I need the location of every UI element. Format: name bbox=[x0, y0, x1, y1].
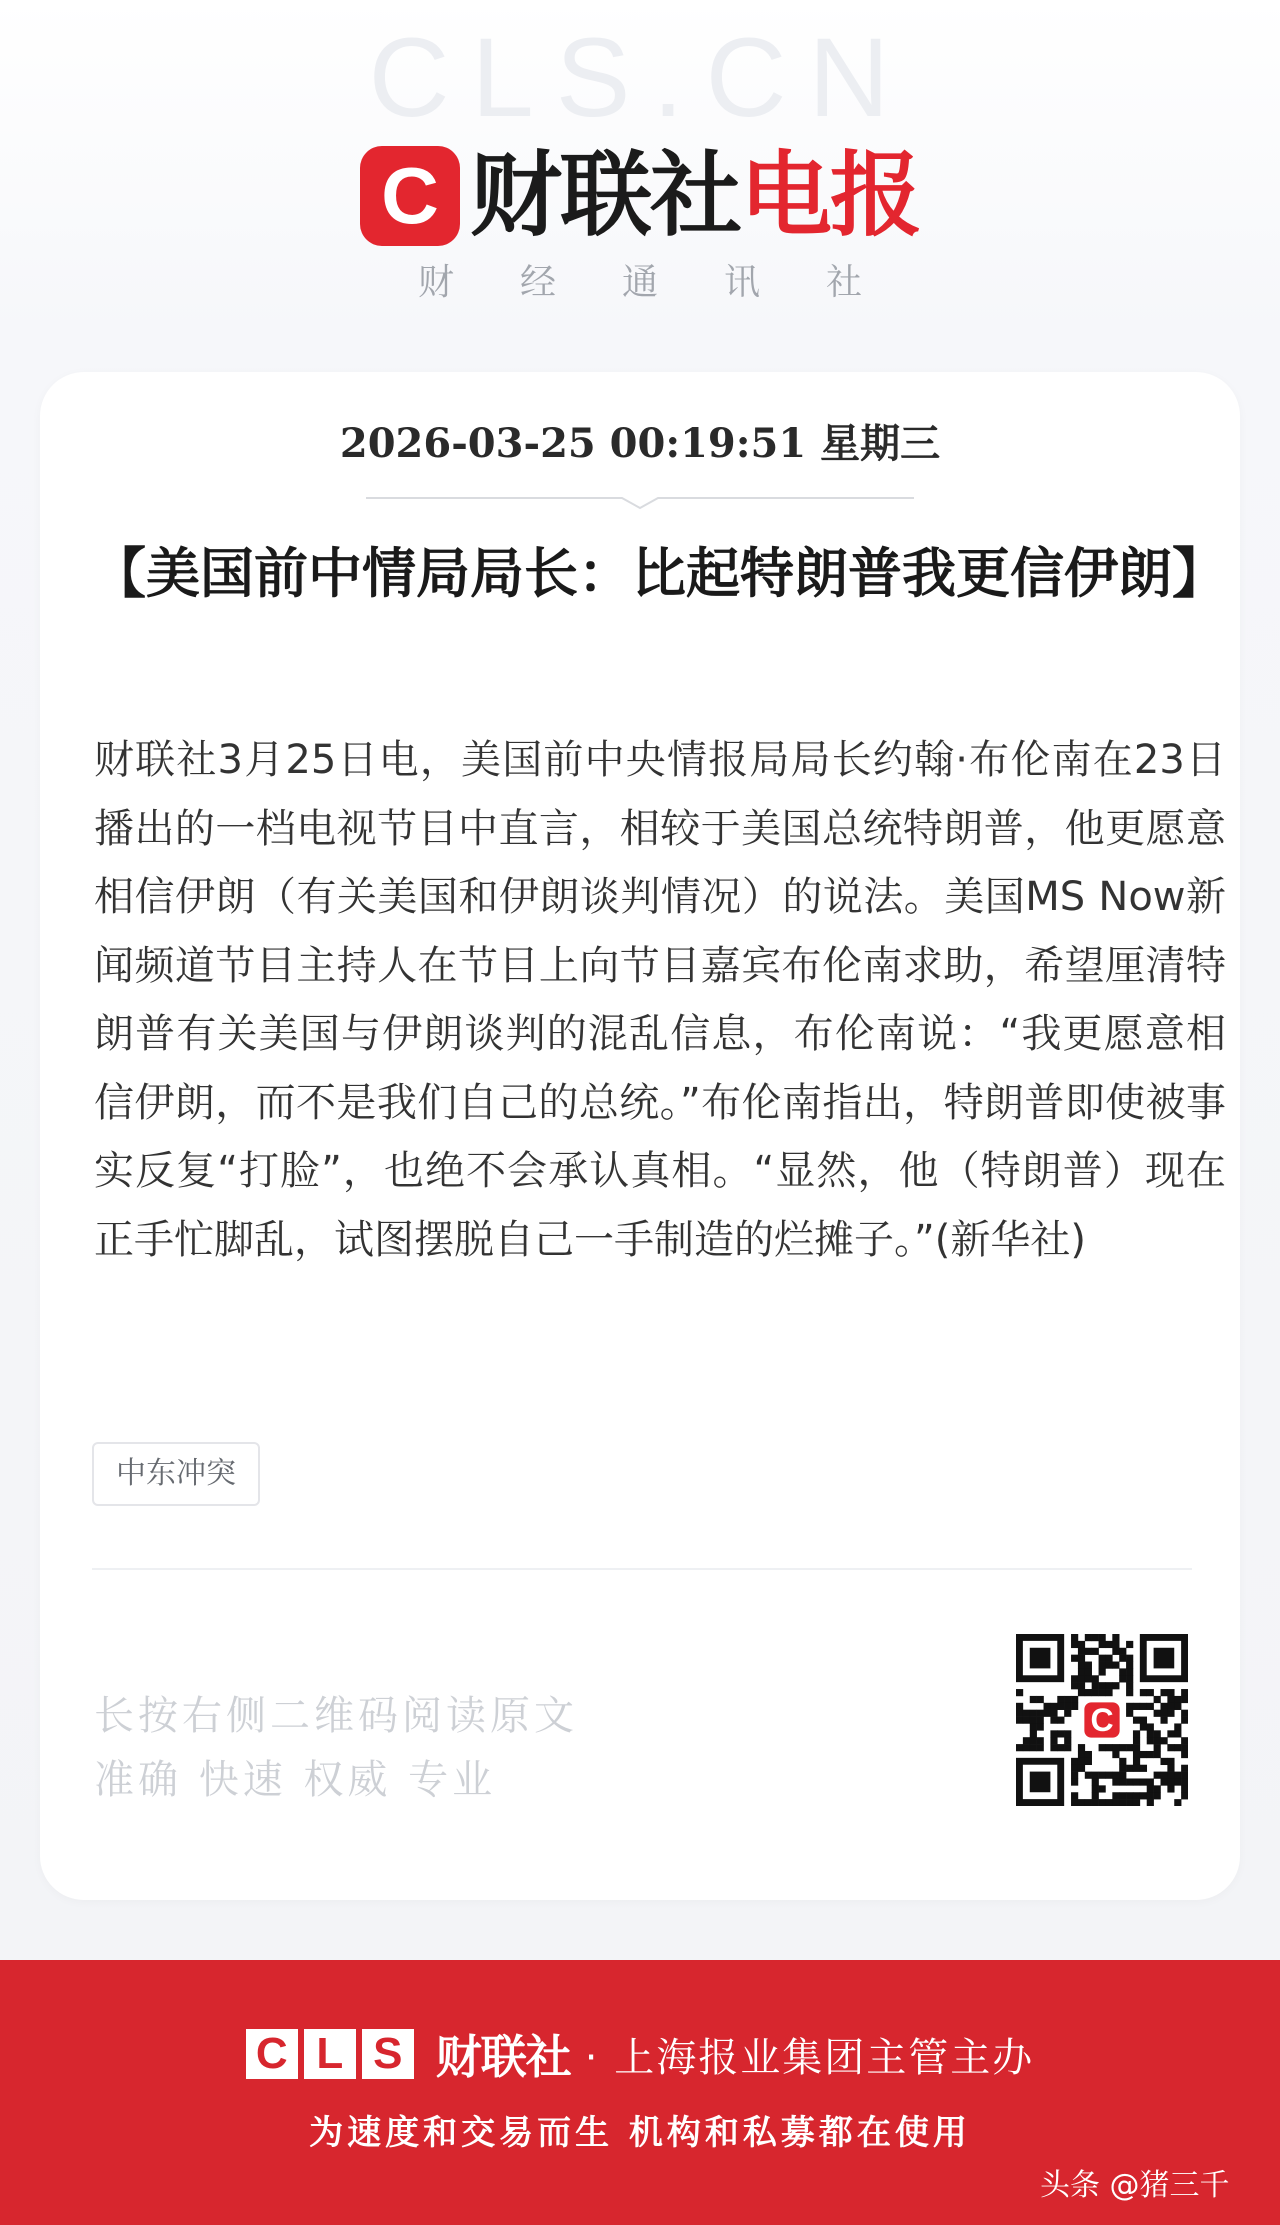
tagline: 财经通讯社 bbox=[417, 262, 928, 303]
topic-tag[interactable]: 中东冲突 bbox=[92, 1442, 260, 1506]
footer-brand-name: 财联社 bbox=[435, 2030, 571, 2084]
article-card bbox=[40, 372, 1240, 1900]
promo-qr-hint: 长按右侧二维码阅读原文 bbox=[94, 1693, 578, 1739]
article-datetime: 2026-03-25 00:19:51 星期三 bbox=[339, 420, 941, 467]
cls-logo-icon bbox=[360, 146, 460, 246]
promo-slogan: 准确 快速 权威 专业 bbox=[94, 1757, 497, 1803]
cls-letter-l: L bbox=[304, 2029, 356, 2079]
qr-logo-letter: C bbox=[1090, 1702, 1114, 1738]
watermark-text: CLS.CN bbox=[368, 15, 912, 140]
cls-letter-c: C bbox=[246, 2029, 298, 2079]
qr-code-icon[interactable] bbox=[1016, 1634, 1188, 1806]
footer-brand-row bbox=[0, 2022, 1280, 2086]
card-divider bbox=[92, 1568, 1192, 1570]
brand-suffix: 电报 bbox=[740, 142, 921, 249]
cls-letter-s: S bbox=[362, 2029, 414, 2079]
article-headline: 【美国前中情局局长：比起特朗普我更信伊朗】 bbox=[92, 541, 1226, 605]
footer-slogan: 为速度和交易而生 机构和私募都在使用 bbox=[309, 2113, 971, 2153]
datetime-divider bbox=[366, 490, 914, 510]
source-watermark: 头条 @猪三千 bbox=[1040, 2168, 1230, 2203]
footer-organization: · 上海报业集团主管主办 bbox=[584, 2034, 1035, 2081]
brand-name: 财联社 bbox=[469, 142, 740, 249]
brand-header bbox=[0, 144, 1280, 248]
article-body: 财联社3月25日电，美国前中央情报局局长约翰·布伦南在23日播出的一档电视节目中直言，相较于美国总统特朗普，他更愿意相信伊朗（有关美国和伊朗谈判情况）的说法。美国MS Now新闻频道节目主持人在节目上向节目嘉宾布伦南求助，希望厘清特朗普有关美国与伊朗谈判的混乱信息，布伦南说：“我更愿意相信伊朗，而不是我们自己的总统。”布伦南指出，特朗普即使被事实反复“打脸”，也绝不会承认真相。“显然，他（特朗普）现在正手忙脚乱，试图摆脱自己一手制造的烂摊子。”(新华社) bbox=[94, 737, 1226, 1263]
logo-letter: C bbox=[381, 151, 439, 240]
